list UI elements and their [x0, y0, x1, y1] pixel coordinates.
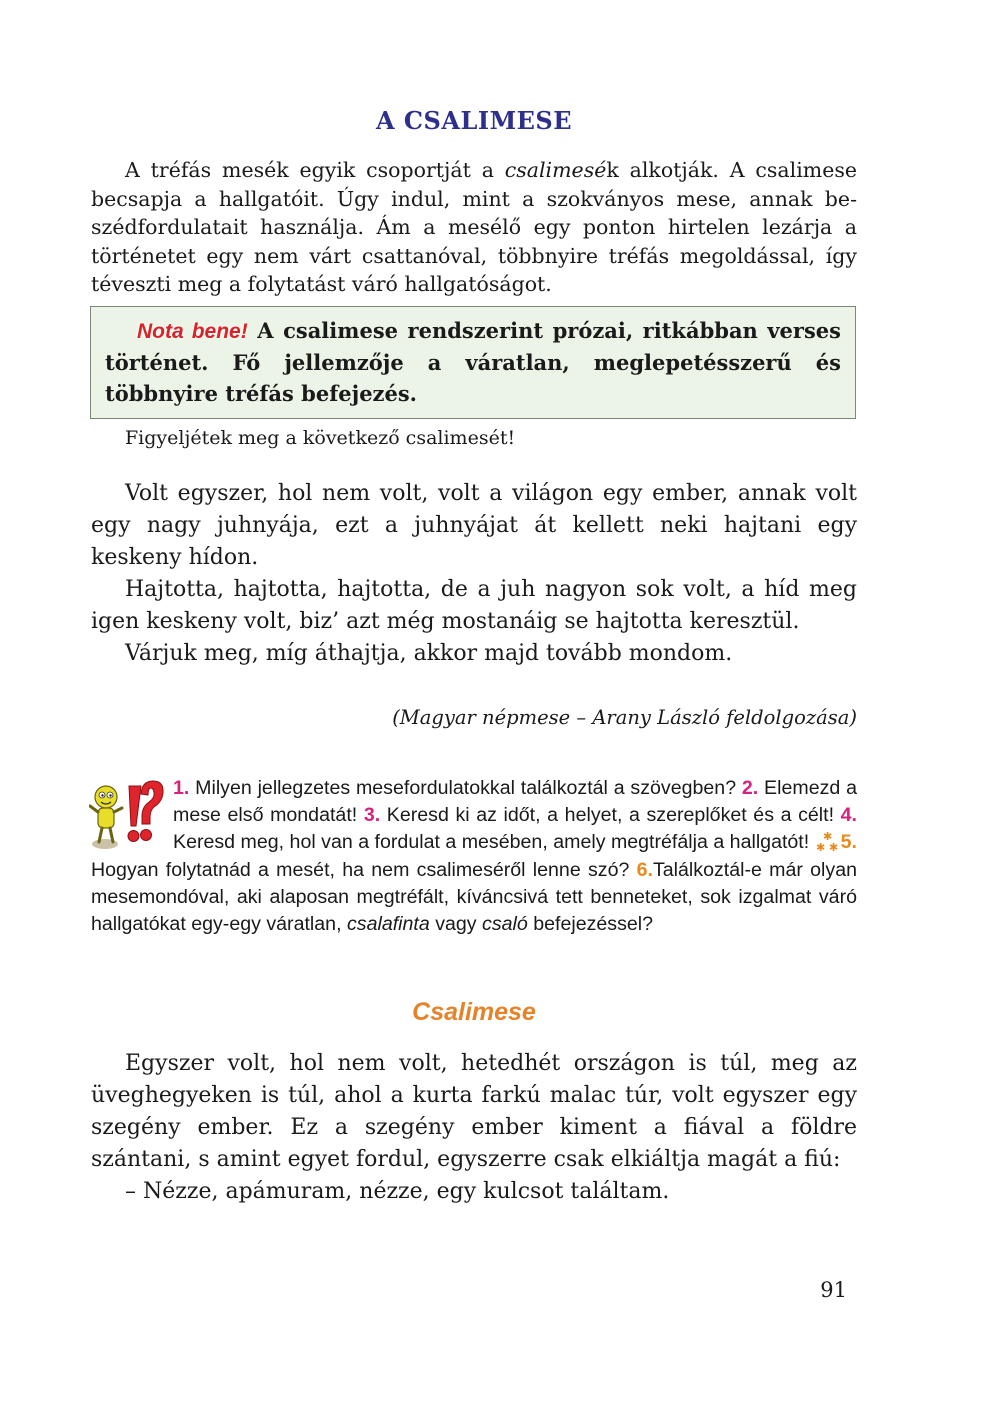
question-number: 5. — [840, 831, 857, 854]
question-emphasis: csalafinta — [346, 913, 430, 936]
nota-bene-label: Nota bene! — [137, 320, 248, 343]
question-text: vagy — [429, 913, 483, 936]
page-title: A CSALIMESE — [375, 106, 573, 135]
question-text: Elemezd a mese első mondatát! — [173, 777, 857, 827]
question-number: 2. — [741, 777, 759, 799]
question-emphasis: csaló — [482, 913, 528, 936]
svg-text:✱: ✱ — [828, 841, 838, 853]
story-paragraph: Egyszer volt, hol nem volt, hetedhét országon is túl, meg az üveghegyeken is túl, ahol a kurta farkú malac túr, volt egyszer egy szegény ember. Ez a szegény ember kiment a fiával a földre szántani, s amint egyet fordul, egyszerre csak elkiáltja magát a fiú: — [91, 1051, 857, 1172]
intro-text-start: A tréfás mesék egyik csoportját a — [125, 158, 505, 182]
question-number: 1. — [173, 777, 190, 799]
story-paragraph: Hajtotta, hajtotta, hajtotta, de a juh nagyon sok volt, a híd meg igen keskeny volt, biz’ azt még mostanáig se hajtotta keresztül. — [91, 577, 857, 634]
stars-icon — [815, 830, 841, 852]
intro-text — [91, 156, 857, 299]
question-text: Milyen jellegzetes mesefordulatokkal találkoztál a szövegben? — [189, 777, 742, 799]
question-number: 4. — [840, 804, 857, 827]
question-text: Találkoztál-e már olyan mesemondóval, aki alaposan megtréfált, kíváncsivá tett benneteket, sok izgalmat váró hallgatókat egy-egy váratlan, — [91, 858, 857, 936]
questions-block — [91, 775, 857, 938]
svg-text:✱: ✱ — [822, 830, 832, 844]
svg-text:✱: ✱ — [815, 841, 825, 853]
story-paragraph: – Nézze, apámuram, nézze, egy kulcsot találtam. — [125, 1179, 670, 1204]
section-subtitle: Csalimese — [412, 998, 536, 1026]
question-text: Keresd meg, hol van a fordulat a mesében, amely megtréfálja a hallgatót! — [173, 831, 815, 854]
story-paragraph: Várjuk meg, míg áthajtja, akkor majd tovább mondom. — [125, 641, 733, 666]
page-number: 91 — [820, 1278, 847, 1302]
question-text: Keresd ki az időt, a helyet, a szereplőket és a célt! — [380, 804, 841, 827]
intro-emphasis: csalimesé — [504, 158, 607, 182]
story-source: (Magyar népmese – Arany László feldolgozása) — [392, 706, 857, 729]
second-story-text — [91, 1048, 857, 1208]
intro-paragraph — [91, 156, 857, 299]
story-text — [91, 478, 857, 670]
story-paragraph: Volt egyszer, hol nem volt, volt a világon egy ember, annak volt egy nagy juhnyája, ezt a juhnyájat át kellett neki hajtani egy keskeny hídon. — [91, 481, 857, 570]
exclamation-question-icon — [89, 778, 165, 856]
question-number: 6. — [636, 858, 653, 881]
nota-bene-text: A csalimese rendszerint prózai, ritkábban verses történet. Fő jellemzője a váratlan, meglepetésszerű és többnyire tréfás befejezés. — [105, 318, 841, 406]
question-text: Hogyan folytatnád a mesét, ha nem csalimeséről lenne szó? — [91, 858, 637, 881]
question-number: 3. — [363, 804, 381, 827]
nota-bene-box — [90, 306, 856, 419]
intro-text-rest: k alkotják. A csalimese becsapja a hallgatóit. Úgy indul, mint a szokványos mese, annak beszédfordulatait használja. Ám a mesélő egy ponton hirtelen lezárja a történetet egy nem várt csattanóval, többnyire tréfás megoldással, így téveszti meg a folytatást váró hallgatóságot. — [91, 158, 857, 296]
instruction-text: Figyeljétek meg a következő csalimesét! — [125, 427, 516, 449]
question-text: befejezéssel? — [527, 913, 654, 936]
